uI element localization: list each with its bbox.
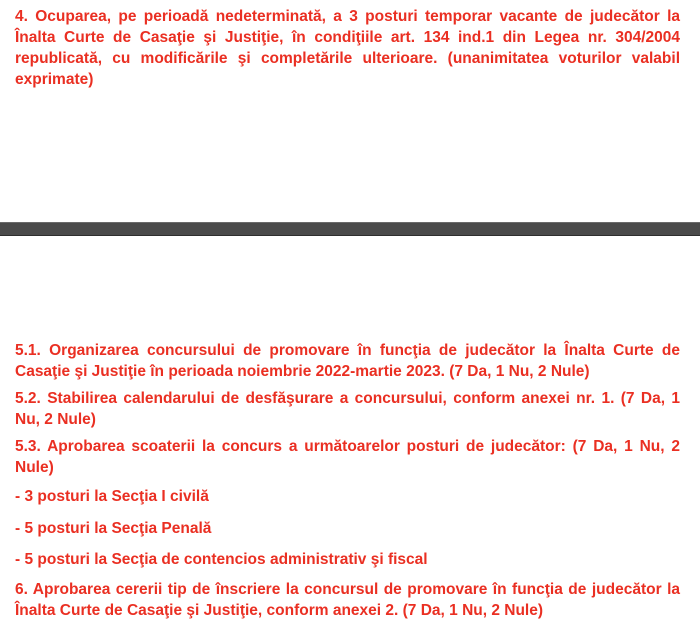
post-list-item-civil: - 3 posturi la Secţia I civilă	[15, 488, 209, 505]
page-divider	[0, 222, 700, 236]
decision-5-3-paragraph: 5.3. Aprobarea scoaterii la concurs a următoarelor posturi de judecător: (7 Da, 1 Nu, 2 Nule)	[15, 438, 680, 476]
decision-5-2-paragraph: 5.2. Stabilirea calendarului de desfăşurare a concursului, conform anexei nr. 1. (7 Da, 1 Nu, 2 Nule)	[15, 390, 680, 428]
decision-6-paragraph: 6. Aprobarea cererii tip de înscriere la concursul de promovare în funcţia de judecător la Înalta Curte de Casaţie şi Justiţie, conform anexei 2. (7 Da, 1 Nu, 2 Nule)	[15, 581, 680, 619]
document-page-top	[0, 0, 700, 222]
document-page-bottom	[0, 236, 700, 623]
post-list-item-penal: - 5 posturi la Secţia Penală	[15, 520, 212, 537]
decision-4-paragraph: 4. Ocuparea, pe perioadă nedeterminată, a 3 posturi temporar vacante de judecător la Înalta Curte de Casaţie şi Justiţie, în condiţiile art. 134 ind.1 din Legea nr. 304/2004 republicată, cu modificările şi completările ulterioare. (unanimitatea voturilor valabil exprimate)	[15, 8, 680, 88]
post-list-item-administrative: - 5 posturi la Secţia de contencios administrativ şi fiscal	[15, 551, 428, 568]
decision-5-1-paragraph: 5.1. Organizarea concursului de promovare în funcţia de judecător la Înalta Curte de Casaţie şi Justiţie în perioada noiembrie 2022-martie 2023. (7 Da, 1 Nu, 2 Nule)	[15, 342, 680, 380]
